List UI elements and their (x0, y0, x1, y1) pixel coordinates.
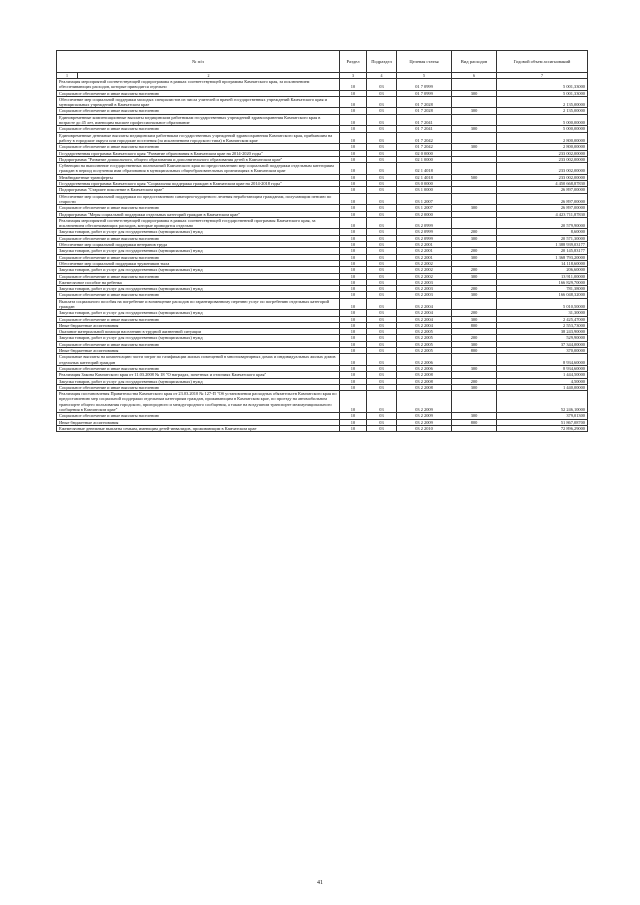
cell-expense-type (452, 79, 497, 91)
cell-name: Единовременные денежные выплаты медицинским работникам государственных учреждений здравоохранения Камчатского края, прибывшим на работу в городские округа или городские поселения (за исключением городского типа) в Камчатском крае (57, 132, 340, 144)
cell-amount: 52 246,10000 (497, 391, 588, 413)
cell-expense-type: 800 (452, 419, 497, 425)
cell-name: Подпрограмма "Старшее поколение в Камчатском крае" (57, 187, 340, 193)
cell-target-article: 03 0 0000 (397, 181, 452, 187)
cell-target-article: 03 2 2006 (397, 354, 452, 366)
cell-podrazdel: 03 (367, 156, 397, 162)
header-expense-type: Вид расходов (452, 51, 497, 73)
cell-expense-type (452, 217, 497, 229)
cell-target-article: 02 0 0000 (397, 150, 452, 156)
cell-expense-type: 300 (452, 384, 497, 390)
cell-target-article: 03 2 2005 (397, 329, 452, 335)
cell-razdel: 10 (340, 286, 367, 292)
cell-podrazdel: 03 (367, 372, 397, 378)
cell-amount: 8 934,60000 (497, 354, 588, 366)
cell-razdel: 10 (340, 267, 367, 273)
cell-target-article: 02 1 4018 (397, 163, 452, 175)
cell-razdel: 10 (340, 254, 367, 260)
cell-amount: 51 867,08700 (497, 419, 588, 425)
cell-podrazdel: 03 (367, 205, 397, 211)
cell-amount: 2 553,73000 (497, 322, 588, 328)
table-row (57, 425, 588, 431)
cell-amount: 379,01300 (497, 413, 588, 419)
cell-razdel: 10 (340, 150, 367, 156)
cell-podrazdel: 03 (367, 163, 397, 175)
cell-podrazdel: 03 (367, 144, 397, 150)
cell-razdel: 10 (340, 163, 367, 175)
cell-target-article: 03 2 2010 (397, 425, 452, 431)
cell-amount: 2 135,00000 (497, 108, 588, 114)
cell-amount: 5 010,50000 (497, 298, 588, 310)
cell-razdel: 10 (340, 391, 367, 413)
cell-target-article: 03 2 2001 (397, 248, 452, 254)
cell-amount: 2 800,00000 (497, 132, 588, 144)
cell-name: Государственная программа Камчатского края "Развитие образования в Камчатском крае на 2014-2020 годы" (57, 150, 340, 156)
cell-target-article: 03 2 2008 (397, 378, 452, 384)
cell-expense-type: 800 (452, 322, 497, 328)
cell-razdel: 10 (340, 144, 367, 150)
cell-podrazdel: 03 (367, 114, 397, 126)
cell-amount: 1 368 793,20000 (497, 254, 588, 260)
header-name: № п/п (57, 51, 340, 73)
cell-podrazdel: 03 (367, 425, 397, 431)
table-row (57, 298, 588, 310)
cell-name: Реализация постановления Правительства Камчатского края от 23.03.2010 № 127-П "Об установлении расходных обязательств Камчатского края по предоставлению мер социальной поддержки отдельным категориям граждан, проживающим в Камчатском крае, по проезду на автомобильном транспорте общего пользования городского, пригородного и междугородного сообщения, а также на воздушном транспорте межмуниципального сообщения в Камчатском крае" (57, 391, 340, 413)
cell-amount: 72 896,29000 (497, 425, 588, 431)
cell-podrazdel: 03 (367, 174, 397, 180)
cell-name: Подпрограмма "Меры социальной поддержки отдельных категорий граждан в Камчатском крае" (57, 211, 340, 217)
cell-razdel: 10 (340, 279, 367, 285)
cell-name: Оказание материальной помощи населению в трудной жизненной ситуации (57, 329, 340, 335)
cell-podrazdel: 03 (367, 273, 397, 279)
cell-name: Социальные выплаты на компенсацию части затрат по газификации жилых помещений в многоквартирных домах и индивидуальных жилых домов отдельных категорий граждан (57, 354, 340, 366)
cell-amount: 2 800,00000 (497, 144, 588, 150)
cell-razdel: 10 (340, 132, 367, 144)
cell-podrazdel: 03 (367, 248, 397, 254)
cell-expense-type: 200 (452, 335, 497, 341)
cell-target-article: 03 2 2008 (397, 372, 452, 378)
cell-podrazdel: 03 (367, 211, 397, 217)
cell-podrazdel: 03 (367, 341, 397, 347)
cell-amount: 4 450 668,87830 (497, 181, 588, 187)
cell-expense-type: 300 (452, 273, 497, 279)
cell-name: Социальное обеспечение и иные выплаты населению (57, 205, 340, 211)
cell-name: Иные бюджетные ассигнования (57, 322, 340, 328)
cell-target-article: 02 1 4018 (397, 174, 452, 180)
cell-expense-type: 300 (452, 90, 497, 96)
cell-name: Обеспечение мер социальной поддержки ветеранов труда (57, 242, 340, 248)
cell-podrazdel: 03 (367, 193, 397, 205)
cell-podrazdel: 03 (367, 229, 397, 235)
cell-podrazdel: 03 (367, 126, 397, 132)
cell-amount: 233 002,00000 (497, 156, 588, 162)
cell-amount: 38 243,90000 (497, 329, 588, 335)
cell-razdel: 10 (340, 378, 367, 384)
cell-amount: 26 897,00000 (497, 187, 588, 193)
cell-target-article: 03 2 2002 (397, 260, 452, 266)
cell-target-article: 03 2 0000 (397, 211, 452, 217)
cell-name: Иные бюджетные ассигнования (57, 348, 340, 354)
cell-podrazdel: 03 (367, 348, 397, 354)
cell-amount: 370,00000 (497, 348, 588, 354)
cell-amount: 4,50000 (497, 378, 588, 384)
header-target-article: Целевая статья (397, 51, 452, 73)
cell-razdel: 10 (340, 372, 367, 378)
cell-expense-type: 200 (452, 248, 497, 254)
cell-expense-type (452, 391, 497, 413)
cell-razdel: 10 (340, 108, 367, 114)
cell-expense-type (452, 132, 497, 144)
cell-name: Социальное обеспечение и иные выплаты населению (57, 254, 340, 260)
cell-podrazdel: 03 (367, 260, 397, 266)
cell-target-article: 03 1 2007 (397, 193, 452, 205)
cell-expense-type: 300 (452, 205, 497, 211)
cell-name: Реализация мероприятий соответствующей подпрограммы в рамках соответствующей программы Камчатского края, за исключением обеспечивающих расходов, которые приводятся отдельно (57, 79, 340, 91)
cell-podrazdel: 03 (367, 286, 397, 292)
cell-expense-type (452, 163, 497, 175)
cell-expense-type (452, 425, 497, 431)
cell-expense-type: 300 (452, 235, 497, 241)
cell-name: Единовременные компенсационные выплаты медицинским работникам государственных учреждений здравоохранения Камчатского края в возрасте до 45 лет, имеющим высшее профессиональное образование (57, 114, 340, 126)
cell-razdel: 10 (340, 348, 367, 354)
cell-target-article: 03 2 0999 (397, 217, 452, 229)
cell-amount: 14 118,60000 (497, 260, 588, 266)
cell-name: Межбюджетные трансферты (57, 174, 340, 180)
cell-razdel: 10 (340, 79, 367, 91)
cell-amount: 529,90000 (497, 335, 588, 341)
cell-amount: 1 440,00000 (497, 384, 588, 390)
cell-name: Иные бюджетные ассигнования (57, 419, 340, 425)
cell-podrazdel: 03 (367, 413, 397, 419)
cell-amount: 5 000,00000 (497, 114, 588, 126)
cell-razdel: 10 (340, 413, 367, 419)
cell-razdel: 10 (340, 322, 367, 328)
cell-expense-type: 300 (452, 365, 497, 371)
cell-name: Закупка товаров, работ и услуг для государственных (муниципальных) нужд (57, 248, 340, 254)
cell-name: Обеспечение мер социальной поддержки по предоставлению санаторно-курортного лечения неработающим гражданам, получающим пенсию по старости (57, 193, 340, 205)
cell-podrazdel: 03 (367, 365, 397, 371)
cell-name: Закупка товаров, работ и услуг для государственных (муниципальных) нужд (57, 335, 340, 341)
cell-amount: 20 145,83177 (497, 248, 588, 254)
cell-razdel: 10 (340, 248, 367, 254)
cell-name: Социальное обеспечение и иные выплаты населению (57, 365, 340, 371)
cell-name: Закупка товаров, работ и услуг для государственных (муниципальных) нужд (57, 286, 340, 292)
cell-target-article: 03 2 2003 (397, 286, 452, 292)
cell-target-article: 03 2 2002 (397, 267, 452, 273)
cell-amount: 8,60000 (497, 229, 588, 235)
table-row (57, 79, 588, 91)
cell-target-article: 03 1 0000 (397, 187, 452, 193)
cell-target-article: 03 2 2009 (397, 413, 452, 419)
cell-razdel: 10 (340, 298, 367, 310)
cell-expense-type (452, 193, 497, 205)
cell-name: Закупка товаров, работ и услуг для государственных (муниципальных) нужд (57, 267, 340, 273)
cell-amount: 8 934,60000 (497, 365, 588, 371)
cell-razdel: 10 (340, 174, 367, 180)
cell-amount: 1 444,50000 (497, 372, 588, 378)
cell-podrazdel: 03 (367, 181, 397, 187)
cell-razdel: 10 (340, 114, 367, 126)
column-number-cell: 4 (367, 73, 397, 79)
cell-razdel: 10 (340, 242, 367, 248)
cell-expense-type: 800 (452, 348, 497, 354)
cell-target-article: 01 7 0999 (397, 90, 452, 96)
cell-podrazdel: 03 (367, 384, 397, 390)
cell-name: Реализация мероприятий соответствующей подпрограммы в рамках соответствующей государственной программы Камчатского края, за исключением обеспечивающих расходов, которые приводятся отдельно (57, 217, 340, 229)
cell-podrazdel: 03 (367, 292, 397, 298)
cell-target-article: 01 7 2028 (397, 108, 452, 114)
cell-podrazdel: 03 (367, 96, 397, 108)
cell-expense-type (452, 354, 497, 366)
cell-podrazdel: 03 (367, 329, 397, 335)
cell-razdel: 10 (340, 419, 367, 425)
cell-target-article: 03 2 2001 (397, 242, 452, 248)
cell-podrazdel: 03 (367, 235, 397, 241)
cell-razdel: 10 (340, 329, 367, 335)
cell-target-article: 03 2 2009 (397, 391, 452, 413)
cell-razdel: 10 (340, 425, 367, 431)
cell-expense-type: 300 (452, 254, 497, 260)
cell-razdel: 10 (340, 341, 367, 347)
cell-amount: 13 911,00000 (497, 273, 588, 279)
cell-amount: 233 002,00000 (497, 163, 588, 175)
cell-name: Социальное обеспечение и иные выплаты населению (57, 384, 340, 390)
cell-podrazdel: 03 (367, 354, 397, 366)
cell-expense-type: 300 (452, 108, 497, 114)
cell-target-article: 03 2 2004 (397, 310, 452, 316)
cell-expense-type: 300 (452, 144, 497, 150)
cell-amount: 4 423 711,87830 (497, 211, 588, 217)
cell-target-article: 03 2 0999 (397, 229, 452, 235)
column-number-cell: 5 (397, 73, 452, 79)
cell-name: Ежемесячные денежные выплаты семьям, имеющим детей-инвалидов, проживающим в Камчатском крае (57, 425, 340, 431)
cell-target-article: 01 7 2041 (397, 114, 452, 126)
cell-razdel: 10 (340, 354, 367, 366)
cell-target-article: 03 2 0999 (397, 235, 452, 241)
column-number-cell: 6 (452, 73, 497, 79)
cell-amount: 1 388 939,03177 (497, 242, 588, 248)
cell-amount: 5 000,00000 (497, 126, 588, 132)
cell-name: Социальное обеспечение и иные выплаты населению (57, 235, 340, 241)
header-razdel: Раздел (340, 51, 367, 73)
cell-name: Социальное обеспечение и иные выплаты населению (57, 90, 340, 96)
cell-expense-type: 200 (452, 310, 497, 316)
cell-podrazdel: 03 (367, 322, 397, 328)
cell-target-article: 03 1 2007 (397, 205, 452, 211)
cell-amount: 166 829,70000 (497, 279, 588, 285)
cell-name: Социальное обеспечение и иные выплаты населению (57, 292, 340, 298)
cell-expense-type (452, 298, 497, 310)
cell-amount: 233 002,00000 (497, 150, 588, 156)
cell-podrazdel: 03 (367, 187, 397, 193)
cell-razdel: 10 (340, 126, 367, 132)
cell-podrazdel: 03 (367, 132, 397, 144)
cell-podrazdel: 03 (367, 316, 397, 322)
table-row (57, 391, 588, 413)
cell-target-article: 03 2 2005 (397, 335, 452, 341)
cell-razdel: 10 (340, 384, 367, 390)
cell-podrazdel: 03 (367, 217, 397, 229)
table-row (57, 96, 588, 108)
cell-razdel: 10 (340, 335, 367, 341)
cell-expense-type: 500 (452, 174, 497, 180)
cell-podrazdel: 03 (367, 298, 397, 310)
cell-target-article: 01 7 0999 (397, 79, 452, 91)
cell-amount: 2 135,00000 (497, 96, 588, 108)
table-row (57, 114, 588, 126)
budget-table (56, 50, 588, 432)
cell-name: Социальное обеспечение и иные выплаты населению (57, 144, 340, 150)
cell-expense-type (452, 96, 497, 108)
cell-razdel: 10 (340, 211, 367, 217)
cell-target-article: 01 7 2042 (397, 144, 452, 150)
cell-amount: 233 002,00000 (497, 174, 588, 180)
cell-name: Социальное обеспечение и иные выплаты населению (57, 413, 340, 419)
cell-target-article: 03 2 2006 (397, 365, 452, 371)
cell-expense-type: 200 (452, 229, 497, 235)
header-annual-amount: Годовой объем ассигнований (497, 51, 588, 73)
cell-amount: 26 897,00000 (497, 193, 588, 205)
cell-expense-type: 300 (452, 316, 497, 322)
cell-target-article: 03 2 2009 (397, 419, 452, 425)
cell-razdel: 10 (340, 181, 367, 187)
cell-name: Обеспечение мер социальной поддержки тружеников тыла (57, 260, 340, 266)
cell-target-article: 03 2 2008 (397, 384, 452, 390)
column-number-cell: 7 (497, 73, 588, 79)
cell-podrazdel: 03 (367, 310, 397, 316)
cell-podrazdel: 03 (367, 267, 397, 273)
cell-target-article: 03 2 2004 (397, 298, 452, 310)
cell-razdel: 10 (340, 187, 367, 193)
cell-razdel: 10 (340, 365, 367, 371)
cell-podrazdel: 03 (367, 108, 397, 114)
cell-target-article: 01 7 2028 (397, 96, 452, 108)
column-number-cell: 1 2 (57, 73, 340, 79)
cell-expense-type: 200 (452, 267, 497, 273)
cell-razdel: 10 (340, 96, 367, 108)
cell-target-article: 03 2 2005 (397, 348, 452, 354)
page-number: 41 (317, 880, 323, 886)
table-body (57, 73, 588, 432)
cell-podrazdel: 03 (367, 79, 397, 91)
cell-razdel: 10 (340, 229, 367, 235)
cell-target-article: 01 7 2042 (397, 132, 452, 144)
cell-amount: 781,38000 (497, 286, 588, 292)
cell-podrazdel: 03 (367, 90, 397, 96)
cell-expense-type (452, 114, 497, 126)
cell-name: Социальное обеспечение и иные выплаты населению (57, 273, 340, 279)
cell-name: Социальное обеспечение и иные выплаты населению (57, 341, 340, 347)
cell-target-article: 03 2 2003 (397, 279, 452, 285)
cell-amount: 37 344,00000 (497, 341, 588, 347)
table-row (57, 193, 588, 205)
cell-name: Закупка товаров, работ и услуг для государственных (муниципальных) нужд (57, 229, 340, 235)
table-header-row (57, 51, 588, 73)
table-row (57, 163, 588, 175)
cell-podrazdel: 03 (367, 419, 397, 425)
cell-podrazdel: 03 (367, 150, 397, 156)
header-podrazdel: Подраздел (367, 51, 397, 73)
table-row (57, 217, 588, 229)
cell-podrazdel: 03 (367, 378, 397, 384)
cell-expense-type: 200 (452, 378, 497, 384)
cell-name: Закупка товаров, работ и услуг для государственных (муниципальных) нужд (57, 378, 340, 384)
cell-expense-type: 300 (452, 126, 497, 132)
cell-razdel: 10 (340, 90, 367, 96)
cell-name: Закупка товаров, работ и услуг для государственных (муниципальных) нужд (57, 310, 340, 316)
cell-name: Субвенции на выполнение государственных полномочий Камчатского края по предоставлению мер социальной поддержки отдельным категориям граждан в период получения ими образования в муниципальных общеобразовательных организациях в Камчатском крае (57, 163, 340, 175)
cell-amount: 166 048,32000 (497, 292, 588, 298)
cell-target-article: 02 1 0000 (397, 156, 452, 162)
cell-razdel: 10 (340, 217, 367, 229)
cell-razdel: 10 (340, 260, 367, 266)
cell-target-article: 03 2 2003 (397, 292, 452, 298)
cell-name: Обеспечение мер социальной поддержки молодых специалистов из числа учителей и врачей государственных учреждений Камчатского края и муниципальных учреждений в Камчатском крае (57, 96, 340, 108)
cell-amount: 31,30000 (497, 310, 588, 316)
cell-podrazdel: 03 (367, 391, 397, 413)
cell-podrazdel: 03 (367, 279, 397, 285)
cell-podrazdel: 03 (367, 335, 397, 341)
cell-razdel: 10 (340, 156, 367, 162)
cell-expense-type: 300 (452, 292, 497, 298)
cell-razdel: 10 (340, 235, 367, 241)
cell-expense-type: 300 (452, 413, 497, 419)
cell-name: Государственная программа Камчатского края "Социальная поддержка граждан в Камчатском крае на 2014-2018 годы" (57, 181, 340, 187)
cell-target-article: 03 2 2005 (397, 341, 452, 347)
cell-name: Социальное обеспечение и иные выплаты населению (57, 316, 340, 322)
cell-amount: 26 897,00000 (497, 205, 588, 211)
cell-podrazdel: 03 (367, 242, 397, 248)
cell-target-article: 03 2 2004 (397, 322, 452, 328)
cell-amount: 20 571,30000 (497, 235, 588, 241)
cell-amount: 5 001,33000 (497, 79, 588, 91)
cell-razdel: 10 (340, 193, 367, 205)
cell-amount: 20 579,90000 (497, 217, 588, 229)
cell-name: Социальное обеспечение и иные выплаты населению (57, 108, 340, 114)
cell-amount: 206,60000 (497, 267, 588, 273)
cell-name: Подпрограмма "Развитие дошкольного, общего образования и дополнительного образования детей в Камчатском крае" (57, 156, 340, 162)
column-number-cell: 3 (340, 73, 367, 79)
table-row (57, 132, 588, 144)
cell-target-article: 01 7 2041 (397, 126, 452, 132)
cell-razdel: 10 (340, 273, 367, 279)
cell-expense-type: 200 (452, 286, 497, 292)
cell-podrazdel: 03 (367, 254, 397, 260)
cell-razdel: 10 (340, 205, 367, 211)
cell-name: Социальное обеспечение и иные выплаты населению (57, 126, 340, 132)
cell-amount: 2 425,47000 (497, 316, 588, 322)
cell-razdel: 10 (340, 310, 367, 316)
table-row (57, 354, 588, 366)
cell-razdel: 10 (340, 316, 367, 322)
cell-name: Ежемесячное пособие на ребенка (57, 279, 340, 285)
cell-target-article: 03 2 2004 (397, 316, 452, 322)
cell-target-article: 03 2 2002 (397, 273, 452, 279)
cell-amount: 5 001,33000 (497, 90, 588, 96)
cell-razdel: 10 (340, 292, 367, 298)
cell-target-article: 03 2 2001 (397, 254, 452, 260)
cell-expense-type: 300 (452, 341, 497, 347)
cell-name: Выплата социального пособия на погребение и возмещение расходов по гарантированному перечню услуг по погребению отдельных категорий граждан (57, 298, 340, 310)
cell-name: Реализация Закона Камчатского края от 11.03.2008 № 18 "О наградах, почетных и отличиях Камчатского края" (57, 372, 340, 378)
